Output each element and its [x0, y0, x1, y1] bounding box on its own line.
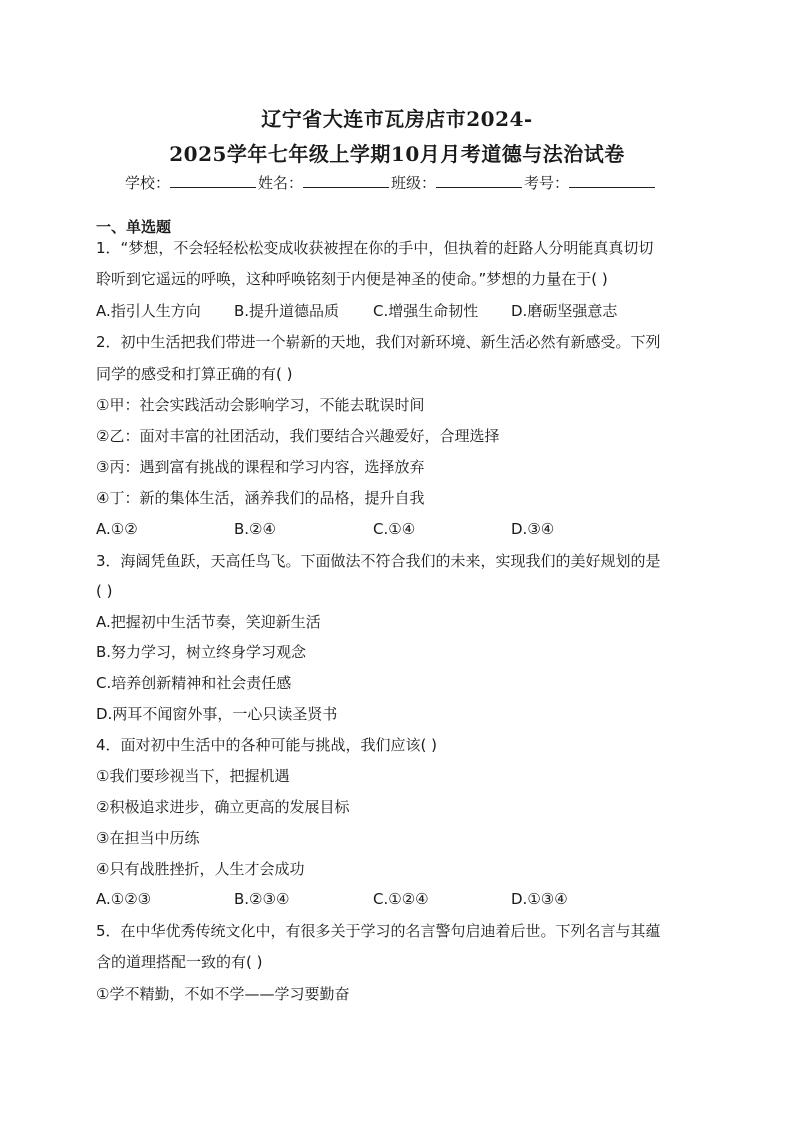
- exam-title-line-2: 2025学年七年级上学期10月月考道德与法治试卷: [169, 142, 625, 166]
- q2-statement-3: ③丙：遇到富有挑战的课程和学习内容，选择放弃: [96, 458, 425, 476]
- q3-option-c[interactable]: C.培养创新精神和社会责任感: [96, 674, 292, 692]
- q1-option-d[interactable]: D.磨砺坚强意志: [511, 302, 618, 320]
- q4-option-a[interactable]: A.①②③: [96, 890, 152, 908]
- q2-option-d[interactable]: D.③④: [511, 520, 555, 538]
- q3-stem-line-2: ( ): [96, 582, 113, 600]
- q5-stem-line-1: 5．在中华优秀传统文化中，有很多关于学习的名言警句启迪着后世。下列名言与其蕴: [96, 922, 661, 940]
- q1-stem-line-1: 1．“梦想，不会轻轻松松变成收获被捏在你的手中，但执着的赶路人分明能真真切切: [96, 239, 654, 257]
- q2-statement-4: ④丁：新的集体生活，涵养我们的品格，提升自我: [96, 489, 425, 507]
- class-blank[interactable]: [436, 173, 522, 188]
- q4-statement-3: ③在担当中历练: [96, 829, 200, 847]
- q4-statement-1: ①我们要珍视当下，把握机遇: [96, 767, 290, 785]
- number-blank[interactable]: [569, 173, 655, 188]
- school-label: 学校：: [125, 174, 171, 192]
- number-label: 考号：: [524, 174, 570, 192]
- section-heading: 一、单选题: [96, 218, 172, 236]
- q2-option-a[interactable]: A.①②: [96, 520, 138, 538]
- q4-statement-2: ②积极追求进步，确立更高的发展目标: [96, 798, 350, 816]
- q1-option-c[interactable]: C.增强生命韧性: [373, 302, 479, 320]
- q3-stem-line-1: 3．海阔凭鱼跃，天高任鸟飞。下面做法不符合我们的未来，实现我们的美好规划的是: [96, 552, 661, 570]
- q2-option-c[interactable]: C.①④: [373, 520, 416, 538]
- class-label: 班级：: [391, 174, 437, 192]
- q4-option-c[interactable]: C.①②④: [373, 890, 429, 908]
- q2-statement-2: ②乙：面对丰富的社团活动，我们要结合兴趣爱好，合理选择: [96, 427, 500, 445]
- q4-stem-line-1: 4．面对初中生活中的各种可能与挑战，我们应该( ): [96, 736, 438, 754]
- name-label: 姓名：: [258, 174, 304, 192]
- q4-option-b[interactable]: B.②③④: [234, 890, 290, 908]
- q4-statement-4: ④只有战胜挫折，人生才会成功: [96, 860, 305, 878]
- q2-stem-line-1: 2．初中生活把我们带进一个崭新的天地，我们对新环境、新生活必然有新感受。下列: [96, 333, 661, 351]
- school-blank[interactable]: [170, 173, 256, 188]
- q2-statement-1: ①甲：社会实践活动会影响学习，不能去耽误时间: [96, 396, 425, 414]
- q3-option-d[interactable]: D.两耳不闻窗外事，一心只读圣贤书: [96, 705, 338, 723]
- q1-option-a[interactable]: A.指引人生方向: [96, 302, 201, 320]
- q2-option-b[interactable]: B.②④: [234, 520, 276, 538]
- exam-title-line-1: 辽宁省大连市瓦房店市2024-: [261, 107, 533, 131]
- q3-option-a[interactable]: A.把握初中生活节奏，笑迎新生活: [96, 613, 321, 631]
- q5-statement-1: ①学不精勤，不如不学——学习要勤奋: [96, 985, 350, 1003]
- q3-option-b[interactable]: B.努力学习，树立终身学习观念: [96, 643, 307, 661]
- q1-option-b[interactable]: B.提升道德品质: [234, 302, 340, 320]
- q1-stem-line-2: 聆听到它遥远的呼唤，这种呼唤铭刻于内便是神圣的使命。”梦想的力量在于( ): [96, 270, 608, 288]
- q5-stem-line-2: 含的道理搭配一致的有( ): [96, 953, 263, 971]
- q4-option-d[interactable]: D.①③④: [511, 890, 568, 908]
- student-info-row: [125, 172, 657, 193]
- q2-stem-line-2: 同学的感受和打算正确的有( ): [96, 365, 293, 383]
- name-blank[interactable]: [303, 173, 389, 188]
